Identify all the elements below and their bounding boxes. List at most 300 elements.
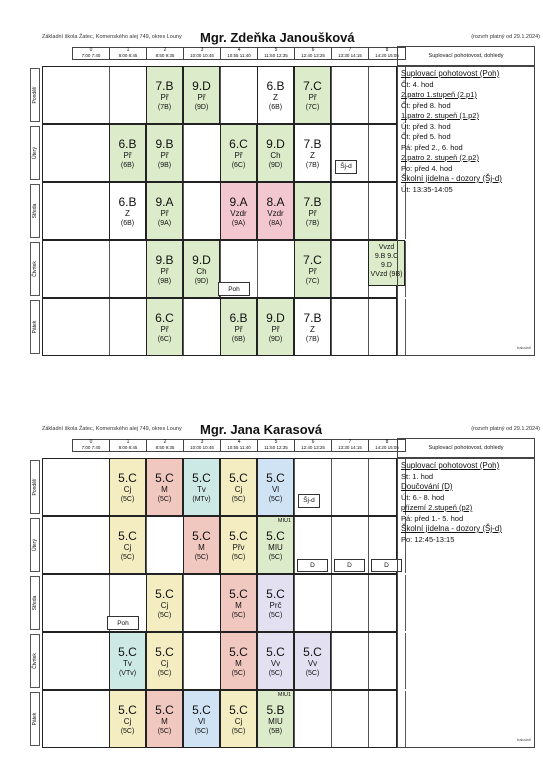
day-label	[30, 300, 40, 354]
lesson-class: 5.C	[118, 529, 137, 543]
lesson-class: 6.B	[266, 79, 285, 93]
lesson-group: (7B)	[305, 162, 320, 169]
empty-slot	[73, 517, 110, 573]
supervision-header: Suplovací pohotovost, dohledy	[397, 46, 535, 66]
lesson-class: 5.B	[266, 703, 285, 717]
period-time: 8:00 8:45	[118, 53, 138, 58]
lesson-class: 5.C	[229, 645, 248, 659]
empty-slot	[73, 691, 110, 747]
lesson-cell[interactable]	[109, 516, 146, 574]
empty-slot	[332, 299, 369, 355]
lesson-class: 5.C	[266, 529, 285, 543]
empty-slot	[258, 241, 295, 297]
empty-slot	[73, 575, 110, 631]
supervision-line: Suplovací pohotovost (Poh)	[401, 69, 500, 78]
period-number: 7	[348, 47, 352, 53]
day-name: Čtvrtek	[32, 653, 38, 669]
lesson-group: (6C)	[231, 162, 246, 169]
lesson-subject: Př	[234, 151, 243, 160]
lesson-subject: Vl	[197, 717, 206, 726]
lesson-class: 5.C	[192, 703, 211, 717]
period-time: 7:00 7:40	[81, 445, 101, 450]
lesson-cell[interactable]	[257, 516, 294, 574]
lesson-class: 9.A	[155, 195, 174, 209]
lesson-cell[interactable]	[109, 458, 146, 516]
lesson-group-tag: MIU1	[277, 518, 291, 524]
lesson-class: 8.A	[266, 195, 285, 209]
lesson-class: 5.C	[266, 587, 285, 601]
day-name: Středa	[32, 203, 38, 219]
lesson-group: (5C)	[305, 670, 320, 677]
lesson-subject: Z	[310, 151, 315, 160]
lesson-class: 7.B	[155, 79, 174, 93]
lesson-group: (5C)	[157, 496, 172, 503]
lesson-group: (9D)	[194, 278, 209, 285]
lesson-class: 9.B	[155, 137, 174, 151]
lesson-subject: Ch	[196, 267, 207, 276]
period-time: 7:00 7:40	[81, 53, 101, 58]
lesson-group-tag: MIU1	[277, 692, 291, 698]
lesson-cell[interactable]	[294, 632, 331, 690]
period-header-cell	[332, 48, 369, 60]
lesson-cell[interactable]	[294, 124, 331, 182]
period-header-cell	[73, 440, 110, 452]
lesson-group: (5C)	[194, 728, 209, 735]
validity-note: (rozvrh platný od 29.1.2024)	[471, 426, 540, 432]
lesson-cell[interactable]	[220, 124, 257, 182]
lesson-class: 5.C	[118, 645, 137, 659]
period-time: 14:20 15:05	[375, 53, 399, 58]
period-header-cell	[258, 440, 295, 452]
period-number: 4	[237, 47, 241, 53]
empty-slot	[184, 125, 221, 181]
lesson-cell[interactable]	[146, 182, 183, 240]
period-time: 10:00 10:45	[190, 445, 214, 450]
empty-slot	[332, 241, 369, 297]
period-number: 3	[200, 439, 204, 445]
supervision-line: Suplovací pohotovost (Poh)	[401, 461, 500, 470]
lesson-cell[interactable]	[109, 632, 146, 690]
period-time: 11:50 12:35	[264, 445, 288, 450]
sheet-header	[30, 422, 540, 439]
period-header-cell	[332, 440, 369, 452]
supervision-line: Čt: 4. hod	[401, 79, 434, 89]
validity-note: (rozvrh platný od 29.1.2024)	[471, 34, 540, 40]
lesson-cell[interactable]	[257, 690, 294, 748]
lesson-group: (5C)	[231, 496, 246, 503]
tutoring-box[interactable]: D	[334, 559, 365, 572]
lesson-cell[interactable]	[183, 458, 220, 516]
lesson-group: (6B)	[231, 336, 246, 343]
empty-slot	[73, 125, 110, 181]
lesson-class: 6.C	[229, 137, 248, 151]
lesson-subject: M	[198, 543, 205, 552]
day-label	[30, 184, 40, 238]
lesson-class: 5.C	[229, 587, 248, 601]
lesson-subject: Př	[197, 93, 206, 102]
period-time: 8:50 9:35	[155, 445, 175, 450]
lesson-subject: Vzdr	[230, 209, 247, 218]
lesson-group: (5C)	[157, 670, 172, 677]
lesson-cell[interactable]	[109, 690, 146, 748]
period-header-cell	[184, 440, 221, 452]
lesson-class: 9.D	[266, 137, 285, 151]
lesson-group: (7C)	[305, 278, 320, 285]
lesson-class: 6.C	[155, 311, 174, 325]
period-header-cell	[258, 48, 295, 60]
lesson-cell[interactable]	[146, 66, 183, 124]
lesson-subject: Ch	[270, 151, 281, 160]
lesson-subject: Cj	[234, 717, 243, 726]
lesson-class: 7.B	[303, 195, 322, 209]
lesson-group: (7C)	[305, 104, 320, 111]
supervision-line: 2.patro 1.stupeň (2.p1)	[401, 90, 477, 99]
empty-slot	[332, 633, 369, 689]
supervision-list	[397, 458, 535, 748]
lesson-cell[interactable]	[294, 182, 331, 240]
lesson-subject: M	[235, 659, 242, 668]
period-number: 0	[89, 439, 93, 445]
period-header-cell	[184, 48, 221, 60]
lesson-class: 5.C	[229, 703, 248, 717]
lesson-group: (5C)	[157, 728, 172, 735]
lesson-class: 5.C	[266, 645, 285, 659]
lesson-group: (9B)	[157, 162, 172, 169]
period-time: 14:20 15:05	[375, 445, 399, 450]
lesson-subject: Cj	[234, 485, 243, 494]
lesson-subject: MIU	[268, 717, 283, 726]
supervision-line: Čt: před 5. hod	[401, 132, 451, 141]
empty-slot	[73, 241, 110, 297]
day-label	[30, 68, 40, 122]
lesson-cell[interactable]	[183, 66, 220, 124]
lesson-class: 5.C	[118, 471, 137, 485]
lesson-cell[interactable]	[257, 298, 294, 356]
empty-slot	[332, 459, 369, 515]
lesson-group: (5C)	[231, 670, 246, 677]
lesson-cell[interactable]	[146, 574, 183, 632]
period-header-cell	[221, 440, 258, 452]
bakalari-logo: bakaláři	[516, 736, 531, 742]
lesson-cell[interactable]	[220, 690, 257, 748]
lesson-subject: M	[161, 485, 168, 494]
supervision-line: Pá: před 2., 6. hod	[401, 142, 463, 152]
lesson-class: 9.A	[229, 195, 248, 209]
supervision-line: Út: 13:35-14:05	[401, 184, 453, 194]
lesson-subject: Přv	[232, 543, 245, 552]
combined-line: 9.B 9.C	[374, 253, 399, 260]
school-name: Základní škola Žatec, Komenského alej 749, okres Louny	[42, 34, 182, 40]
standby-box[interactable]: Poh	[218, 282, 250, 296]
day-label	[30, 242, 40, 296]
day-name: Pátek	[32, 712, 38, 726]
period-time: 10:55 11:40	[227, 53, 251, 58]
period-header-cell	[295, 440, 332, 452]
lesson-class: 9.D	[266, 311, 285, 325]
lesson-subject: Vzdr	[267, 209, 284, 218]
lesson-group: (5C)	[157, 612, 172, 619]
empty-slot	[184, 575, 221, 631]
period-number: 5	[274, 439, 278, 445]
lesson-cell[interactable]	[294, 66, 331, 124]
supervision-list	[397, 66, 535, 356]
period-number: 4	[237, 439, 241, 445]
lesson-class: 6.B	[118, 195, 137, 209]
lesson-group: (9A)	[157, 220, 172, 227]
lesson-group: (8A)	[268, 220, 283, 227]
day-name: Pondělí	[32, 86, 38, 104]
supervision-line: Školní jídelna - dozory (Šj-d)	[401, 524, 502, 533]
period-number: 7	[348, 439, 352, 445]
lesson-subject: Cj	[123, 485, 132, 494]
lesson-group: (9D)	[194, 104, 209, 111]
lesson-subject: Prč	[269, 601, 282, 610]
period-header-cell	[221, 48, 258, 60]
period-header-cell	[147, 440, 184, 452]
lesson-cell[interactable]	[146, 240, 183, 298]
empty-slot	[295, 575, 332, 631]
lesson-group: (5C)	[120, 496, 135, 503]
supervision-line: Po: před 4. hod	[401, 163, 453, 173]
lesson-subject: Př	[308, 267, 317, 276]
supervision-line: přízemí 2.stupeň (p2)	[401, 503, 473, 512]
lesson-cell[interactable]	[109, 124, 146, 182]
empty-slot	[73, 459, 110, 515]
period-number: 8	[385, 439, 389, 445]
lesson-subject: Př	[160, 209, 169, 218]
lesson-class: 5.C	[155, 703, 174, 717]
empty-slot	[332, 691, 369, 747]
lesson-subject: Tv	[197, 485, 206, 494]
day-label	[30, 692, 40, 746]
standby-box[interactable]: Poh	[107, 616, 139, 630]
period-number: 3	[200, 47, 204, 53]
lesson-group: (9A)	[231, 220, 246, 227]
supervision-line: 1.patro 2. stupeň (1.p2)	[401, 111, 479, 120]
supervision-line: 2.patro 2. stupeň (2.p2)	[401, 153, 479, 162]
lesson-subject: Z	[310, 325, 315, 334]
lesson-cell[interactable]	[183, 516, 220, 574]
lesson-group: (9B)	[157, 278, 172, 285]
lesson-group: (5C)	[268, 554, 283, 561]
lesson-cell[interactable]	[220, 574, 257, 632]
lesson-subject: Př	[234, 325, 243, 334]
lesson-subject: Př	[160, 325, 169, 334]
supervision-line: Školní jídelna - dozory (Šj-d)	[401, 174, 502, 183]
supervision-line: Doučování (D)	[401, 482, 453, 491]
lesson-cell[interactable]	[257, 66, 294, 124]
lesson-subject: Z	[125, 209, 130, 218]
supervision-header: Suplovací pohotovost, dohledy	[397, 438, 535, 458]
period-header-cell	[147, 48, 184, 60]
tutoring-box[interactable]: D	[297, 559, 328, 572]
lesson-class: 6.B	[229, 311, 248, 325]
lesson-group: (MTv)	[192, 496, 211, 503]
lesson-cell[interactable]	[257, 632, 294, 690]
period-number: 1	[126, 439, 130, 445]
period-header	[72, 47, 406, 60]
canteen-duty-box[interactable]: Šj-d	[335, 160, 357, 174]
lesson-subject: M	[161, 717, 168, 726]
period-header-cell	[110, 48, 147, 60]
lesson-class: 6.B	[118, 137, 137, 151]
lesson-subject: Př	[308, 93, 317, 102]
empty-slot	[184, 299, 221, 355]
supervision-line: St: 1. hod	[401, 471, 434, 481]
teacher-name: Mgr. Zdeňka Janoušková	[200, 30, 355, 45]
lesson-subject: Vv	[307, 659, 318, 668]
lesson-subject: Př	[160, 93, 169, 102]
combined-line: Vvzd	[378, 244, 395, 251]
period-time: 8:50 9:35	[155, 53, 175, 58]
lesson-class: 7.B	[303, 137, 322, 151]
period-time: 13:30 14:15	[338, 445, 362, 450]
period-time: 11:50 12:35	[264, 53, 288, 58]
lesson-cell[interactable]	[220, 632, 257, 690]
period-time: 12:40 13:25	[301, 445, 325, 450]
period-header-cell	[73, 48, 110, 60]
lesson-cell[interactable]	[294, 240, 331, 298]
lesson-group: (5C)	[268, 496, 283, 503]
lesson-group: (6C)	[157, 336, 172, 343]
lesson-class: 9.B	[155, 253, 174, 267]
lesson-class: 7.B	[303, 311, 322, 325]
day-label	[30, 126, 40, 180]
period-time: 13:30 14:15	[338, 53, 362, 58]
day-name: Úterý	[32, 147, 38, 159]
lesson-group: (7B)	[305, 220, 320, 227]
lesson-subject: MIU	[268, 543, 283, 552]
supervision-line: Út: před 3. hod	[401, 121, 451, 131]
empty-slot	[110, 241, 147, 297]
lesson-class: 7.C	[303, 253, 322, 267]
lesson-group: (5C)	[231, 554, 246, 561]
lesson-cell[interactable]	[146, 458, 183, 516]
day-name: Středa	[32, 595, 38, 611]
lesson-group: (6B)	[268, 104, 283, 111]
lesson-class: 5.C	[229, 471, 248, 485]
lesson-cell[interactable]	[146, 690, 183, 748]
empty-slot	[332, 183, 369, 239]
period-header-cell	[295, 48, 332, 60]
tutoring-box[interactable]: D	[371, 559, 402, 572]
lesson-group: (9D)	[268, 162, 283, 169]
lesson-group: (5C)	[120, 728, 135, 735]
combined-line: 9.D	[381, 262, 392, 269]
lesson-class: 5.C	[192, 471, 211, 485]
bakalari-logo: bakaláři	[516, 344, 531, 350]
lesson-class: 5.C	[155, 471, 174, 485]
empty-slot	[73, 183, 110, 239]
empty-slot	[295, 691, 332, 747]
lesson-cell[interactable]	[220, 458, 257, 516]
day-name: Čtvrtek	[32, 261, 38, 277]
period-time: 10:00 10:45	[190, 53, 214, 58]
lesson-subject: M	[235, 601, 242, 610]
lesson-group: (7B)	[157, 104, 172, 111]
lesson-cell[interactable]	[146, 124, 183, 182]
canteen-duty-box[interactable]: Šj-d	[298, 494, 320, 508]
lesson-subject: Vl	[271, 485, 280, 494]
empty-slot	[332, 575, 369, 631]
period-time: 8:00 8:45	[118, 445, 138, 450]
lesson-subject: Př	[308, 209, 317, 218]
lesson-cell[interactable]	[183, 690, 220, 748]
lesson-cell[interactable]	[257, 574, 294, 632]
empty-slot	[73, 633, 110, 689]
lesson-class: 5.C	[229, 529, 248, 543]
lesson-subject: Př	[160, 151, 169, 160]
lesson-class: 5.C	[118, 703, 137, 717]
lesson-subject: Cj	[160, 601, 169, 610]
supervision-line: Čt: před 8. hod	[401, 100, 451, 110]
day-name: Úterý	[32, 539, 38, 551]
lesson-cell[interactable]	[183, 240, 220, 298]
day-label	[30, 634, 40, 688]
lesson-group: (5C)	[268, 612, 283, 619]
lesson-cell[interactable]	[220, 298, 257, 356]
lesson-cell[interactable]	[109, 182, 146, 240]
lesson-cell[interactable]	[220, 516, 257, 574]
lesson-cell[interactable]	[257, 458, 294, 516]
supervision-line: Pá: před 1.- 5. hod	[401, 513, 464, 523]
sheet-header	[30, 30, 540, 47]
period-number: 5	[274, 47, 278, 53]
lesson-cell[interactable]	[146, 298, 183, 356]
lesson-group: (5C)	[231, 612, 246, 619]
period-number: 8	[385, 47, 389, 53]
lesson-group: (5B)	[268, 728, 283, 735]
lesson-subject: Cj	[123, 543, 132, 552]
empty-slot	[73, 299, 110, 355]
lesson-cell[interactable]	[146, 632, 183, 690]
school-name: Základní škola Žatec, Komenského alej 749, okres Louny	[42, 426, 182, 432]
lesson-group: (6B)	[120, 162, 135, 169]
lesson-subject: Cj	[123, 717, 132, 726]
period-number: 6	[311, 47, 315, 53]
lesson-subject: Př	[123, 151, 132, 160]
lesson-group: (9D)	[268, 336, 283, 343]
period-number: 0	[89, 47, 93, 53]
lesson-group: (5C)	[231, 728, 246, 735]
empty-slot	[110, 299, 147, 355]
lesson-subject: Vv	[270, 659, 281, 668]
empty-slot	[147, 517, 184, 573]
day-label	[30, 518, 40, 572]
lesson-cell[interactable]	[294, 298, 331, 356]
lesson-group: (6B)	[120, 220, 135, 227]
empty-slot	[110, 67, 147, 123]
lesson-cell[interactable]	[257, 124, 294, 182]
lesson-subject: Př	[271, 325, 280, 334]
lesson-cell[interactable]	[220, 182, 257, 240]
lesson-cell[interactable]	[257, 182, 294, 240]
empty-slot	[184, 183, 221, 239]
period-time: 12:40 13:25	[301, 53, 325, 58]
day-name: Pátek	[32, 320, 38, 334]
day-label	[30, 576, 40, 630]
lesson-group: (VTv)	[118, 670, 137, 677]
timetable-sheet	[0, 0, 543, 384]
lesson-class: 9.D	[192, 253, 211, 267]
empty-slot	[221, 67, 258, 123]
lesson-class: 5.C	[155, 645, 174, 659]
period-header	[72, 439, 406, 452]
period-number: 1	[126, 47, 130, 53]
day-label	[30, 460, 40, 514]
lesson-class: 5.C	[303, 645, 322, 659]
combined-line: VVzd (9B)	[370, 271, 403, 278]
